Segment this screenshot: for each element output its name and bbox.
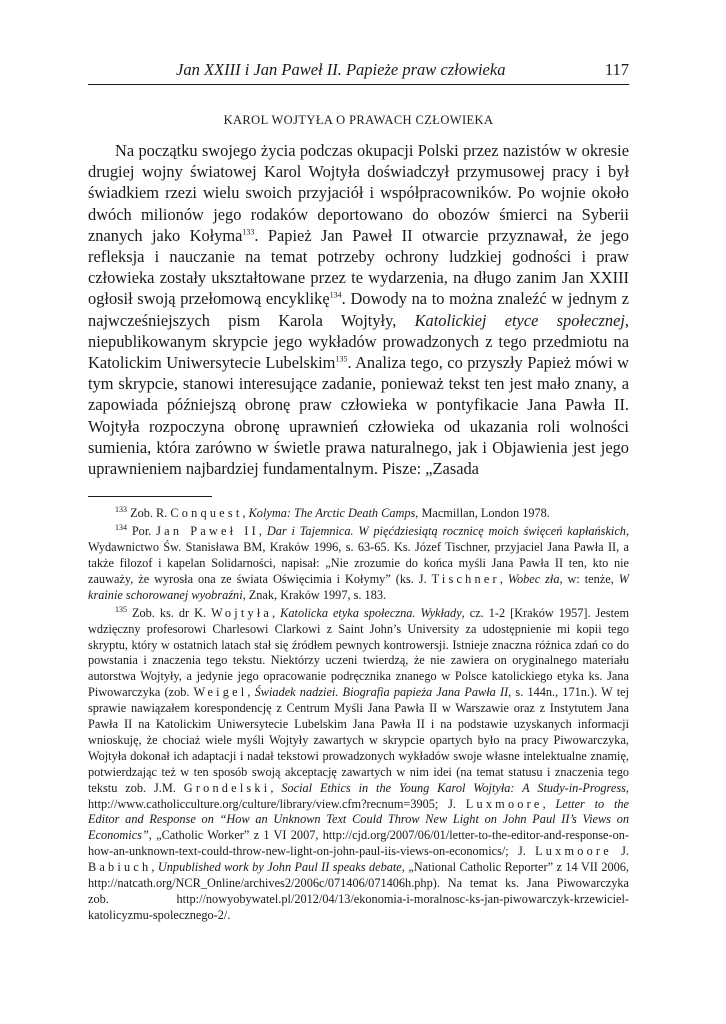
footnote-title: Dar i Tajemnica. W pięćdziesiątą rocznicę moich święceń kapłańskich [266,524,626,539]
footnote-author: Luxmoore [465,796,543,811]
footnote-text: , Wydawnictwo Św. Stanisława BM, Kraków 1996, s. 63-65. Ks. Józef Tischner, przyjaciel Jana Pawła II, a także filozof i kapelan Solidarności, napisał: „Nie zrozumie do końca myśli Jana Pawła II ten, kto nie zauważy, że wyrosła ona ze świata Oświęcimia i Kołymy” (ks. J. [88,524,630,586]
footnote-text: Zob. ks. dr K. [132,605,212,620]
footnote-author: Conquest [170,506,243,521]
footnote-author: Jan Paweł II [156,524,259,539]
footnote-author: Tischner [431,571,500,586]
footnote-title: Kolyma: The Arctic Death Camps [248,506,416,521]
footnote-text: , Macmillan, London 1978. [415,506,550,521]
footnote-text: , [272,605,281,620]
book-page [88,60,629,926]
footnote-ref-133: 133 [242,227,255,237]
footnote-author: Luxmoore [535,844,612,859]
footnote-134 [88,524,629,604]
footnote-text: , s. 144n., 171n.). W tej sprawie nawiązałem korespondencję z Centrum Myśli Jana Pawła II w Warszawie oraz z Instytutem Jana Pawła II na Katolickim Uniwersytecie Lubelskim Jana Pawła II i na podstawie uzyskanych informacji wnioskuję, że chociaż wiele myśli Wojtyły zawartych w skrypcie opartych było na pracy Piwowarczyka, Wojtyła dokonał ich adaptacji i nadał tekstowi prowadzonych wykładów swoje własne intelektualne znamię, potwierdzając też w ten sposób swoją akceptację zawartych w nim idei (na temat statusu i znaczenia tego tekstu zob. J.M. [88,685,630,795]
footnote-text: , w: tenże, [559,571,619,586]
paragraph-text: Na początku swojego życia podczas okupacji Polski przez nazistów w okresie drugiej wojny światowej Karol Wojtyła doświadczył przymusowej pracy i był świadkiem rzezi wielu swoich przyjaciół i współpracowników. Po wojnie około dwóch milionów jego rodaków deportowano do obozów śmierci na Syberii znanych jako Kołyma [88,141,629,245]
footnote-author: Wojtyła [211,605,273,620]
footnote-text: , [270,780,282,795]
paragraph-text: , niepublikowanym skrypcie jego wykładów prowadzonych z tego przedmiotu na Katolickim Uniwersytecie Lubelskim [88,310,630,373]
paragraph-italic-title: Katolickiej etyce społecznej [414,310,625,330]
page-number: 117 [604,60,629,79]
footnote-ref-134: 134 [329,290,342,300]
footnote-text: , [499,571,508,586]
footnote-text: , „Catholic Worker” z 1 VI 2007, http://cjd.org/2007/06/01/letter-to-the-editor-and-response-on-how-an-unknown-text-could-throw-new-light-on-john-paul-iis-views-on-economics/; J. [88,828,629,859]
footnote-number: 134 [115,523,127,533]
footnote-text: , Znak, Kraków 1997, s. 183. [242,587,387,602]
footnote-title: Letter to the Editor and Response on “How an Unknown Text Could Throw New Light on John Paul II’s Views on Economics” [88,796,629,843]
footnote-133 [88,506,629,522]
footnote-text: , [247,685,255,700]
running-header [88,60,629,85]
paragraph-text: . Dowody na to można znaleźć w jednym z najwcześniejszych pism Karola Wojtyły, [88,289,629,330]
footnote-text: , [242,506,249,521]
footnote-text: J. [611,844,629,859]
footnote-text: , [258,524,267,539]
footnote-ref-135: 135 [335,354,348,364]
paragraph-text: . Analiza tego, co przyszły Papież mówi w tym skrypcie, stanowi interesujące zadanie, ponieważ tekst ten jest mało znany, a zapowiada późniejszą obronę praw człowieka w pontyfikacie Jana Pawła II. Wojtyła rozpoczyna obronę uprawnień człowieka od ukazania roli wolności sumienia, która zarówno w świetle prawa naturalnego, jak i Objawienia jest jego uprawnieniem najbardziej fundamentalnym. Pisze: „Zasada [88,353,629,479]
footnote-text: , [151,860,158,875]
footnote-text: , „National Catholic Reporter” z 14 VII 2006, http://natcath.org/NCR_Online/archives2/2006c/071406/071406h.php). Na temat ks. Jana Piwowarczyka zob. http://nowyobywatel.pl/2012/04/13/ekonomia-i-moralnosc-ks-jan-piwowarczyk-krzewiciel-katolicyzmu-spolecznego-2/. [88,860,629,922]
paragraph-text: . Papież Jan Paweł II otwarcie przyznawał, że jego refleksja i nauczanie na temat potrzeby ochrony ludzkiej godności i praw człowieka zostały ukształtowane przez te wydarzenia, na długo zanim Jan XXIII ogłosił swoją przełomową encyklikę [88,225,629,309]
footnote-title: Katolicka etyka społeczna. Wykłady [280,605,462,620]
footnote-text: , cz. 1-2 [Kraków 1957]. Jestem wdzięczny profesorowi Charlesowi Clarkowi z Saint John’s University za udostępnienie mi kopii tego skryptu, który w ostatnich latach stał się źródłem pewnych kontrowersji. Istnieje znaczna różnica zdań co do powstania i znaczenia tego tekstu. Niektórzy uczeni twierdzą, że nie zawiera on oryginalnego materiału autorstwa Wojtyły, a jedynie jego opracowanie podręcznika znanego w Polsce katolickiego etyka ks. Jana Piwowarczyka (zob. [88,605,630,700]
footnote-title: W krainie schorowanej wyobraźni [88,571,629,602]
section-heading: KAROL WOJTYŁA O PRAWACH CZŁOWIEKA [223,113,494,127]
footnote-divider [88,496,212,497]
footnote-title: Świadek nadziei. Biografia papieża Jana Pawła II [254,685,509,700]
footnote-author: Babiuch [88,860,152,875]
footnote-number: 133 [115,505,127,515]
footnote-text: , [542,796,556,811]
footnote-text: Zob. R. [130,506,171,521]
footnote-number: 135 [115,604,127,614]
footnote-author: Weigel [193,685,248,700]
footnote-title: Unpublished work by John Paul II speaks debate [157,860,402,875]
main-paragraph [88,140,629,479]
footnote-text: , http://www.catholicculture.org/culture/library/view.cfm?recnum=3905; J. [88,780,629,811]
footnote-text: Por. [131,524,157,539]
footnote-135 [88,606,629,924]
footnote-title: Social Ethics in the Young Karol Wojtyła: A Study-in-Progress [281,780,626,795]
footnote-author: Grondelski [183,780,271,795]
footnote-title: Wobec zła [507,571,560,586]
running-title: Jan XXIII i Jan Paweł II. Papieże praw człowieka [176,60,506,79]
